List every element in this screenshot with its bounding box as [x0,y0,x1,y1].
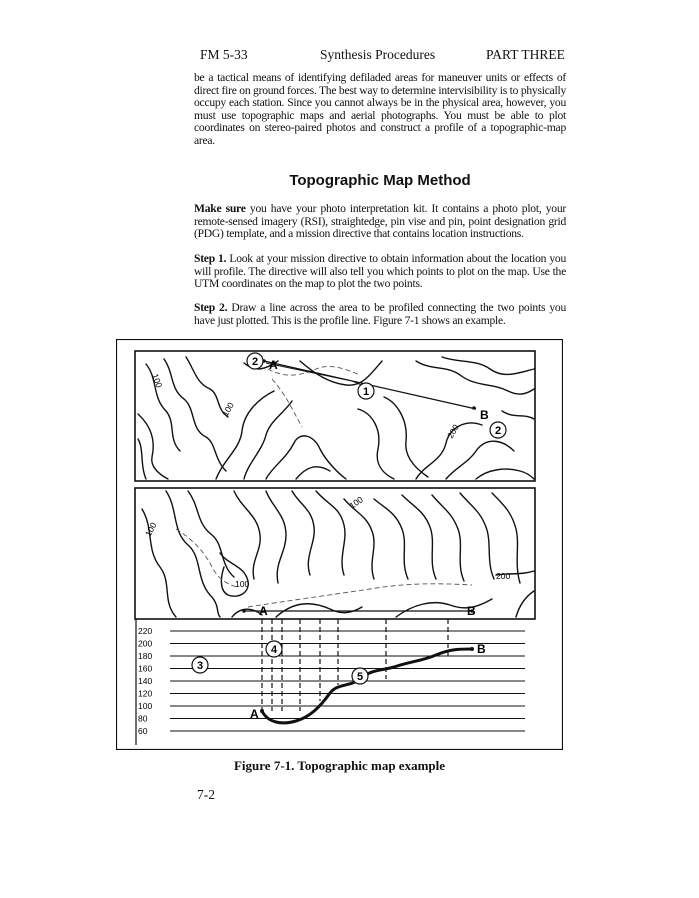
profile-y-tick-label: 200 [138,638,153,649]
bottom-stream-line [176,529,238,587]
bottom-point-a-marker [242,609,246,613]
callout-2b-number: 2 [494,425,502,437]
bottom-contour-line [516,591,534,617]
top-stream-line [272,379,302,427]
top-contour-line [164,359,226,471]
bottom-point-a-label: A [259,604,268,618]
profile-point-b-label: B [477,642,486,656]
step-1-lead: Step 1. [194,252,227,265]
top-contour-line [266,436,346,479]
bottom-contour-label: 100 [142,520,159,538]
top-contour-line [446,441,514,479]
profile-y-tick-label: 160 [138,663,153,674]
top-point-b-marker [472,406,476,410]
profile-point-a-label: A [250,707,259,721]
bottom-stream-line [248,584,472,607]
bottom-contour-line [432,495,464,581]
bottom-contour-line [188,491,234,577]
top-contour-line [244,401,292,479]
top-map-border [135,351,535,481]
make-sure-text: you have your photo interpretation kit. It contains a photo plot, your remote-sensed imagery (RSI), straightedge, pin vise and pin, point designation grid (PDG) template, and a mission directive that contains location instructions. [194,202,566,241]
bottom-contour-line [402,495,436,579]
bottom-contour-line [460,493,494,579]
profile-y-tick-label: 180 [138,651,153,661]
top-profile-line-guide [266,363,366,387]
intro-paragraph: be a tactical means of identifying defiladed areas for maneuver units or effects of direct fire on ground forces. The best way to determine intervisibility is to physically occupy each station. Since you cannot always be in the physical area, however, you must use topographic maps and aerial photographs. You must be able to plot coordinates on stereo-paired photos and construct a profile of a topographic-map area. [194,71,566,147]
step-1-paragraph [194,253,566,291]
top-contour-line [384,397,428,477]
top-contour-map [135,351,535,481]
top-stream-line [268,367,360,376]
profile-y-tick-label: 100 [138,701,153,711]
bottom-contour-label: 100 [235,579,250,589]
bottom-contour-line [276,604,362,617]
bottom-contour-line [492,493,520,583]
top-contour-line [476,469,534,479]
profile-y-tick-label: 60 [138,726,148,736]
step-2-lead: Step 2. [194,301,228,314]
top-contour-line [138,439,146,479]
make-sure-lead: Make sure [194,202,246,215]
header-chapter-title: Synthesis Procedures [320,47,436,62]
bottom-contour-line [316,491,345,575]
callout-2a-number: 2 [251,356,259,368]
top-contour-line [296,467,330,479]
top-contour-line [138,414,168,479]
top-point-b-label: B [480,408,489,422]
bottom-point-b-label: B [467,604,476,618]
top-contour-label: 200 [445,422,461,440]
step-2-text: Draw a line across the area to be profiled connecting the two points you have just plotted. This is the profile line. Figure 7-1 shows an example. [194,301,566,327]
callout-3-number: 3 [196,660,204,672]
header-manual-number: FM 5-33 [200,47,248,62]
step-2-paragraph [194,302,566,327]
section-heading: Topographic Map Method [289,172,471,189]
profile-y-tick-label: 80 [138,713,148,724]
bottom-contour-label: 200 [496,571,511,581]
header-part: PART THREE [486,47,565,62]
bottom-contour-line [232,609,262,617]
top-contour-line [502,411,534,419]
bottom-contour-line [166,491,220,617]
elevation-profile [136,619,525,745]
bottom-contour-line [292,491,314,575]
callout-5-number: 5 [356,671,364,683]
top-contour-line [358,409,394,479]
profile-y-tick-label: 140 [138,676,153,686]
profile-y-tick-label: 120 [138,688,153,699]
page-number: 7-2 [197,787,215,802]
profile-y-tick-label: 220 [138,626,153,636]
bottom-contour-label: 100 [347,494,365,511]
top-point-a-label: A [269,358,278,372]
profile-point-a-marker [260,709,264,713]
figure-caption: Figure 7-1. Topographic map example [233,758,446,773]
top-contour-label: 100 [220,400,236,418]
callout-4-number: 4 [270,644,278,656]
bottom-contour-line [396,599,492,617]
make-sure-paragraph [194,203,566,241]
bottom-contour-line [234,491,260,579]
bottom-contour-line [374,499,408,579]
top-contour-label: 100 [150,372,165,390]
bottom-contour-line [266,491,286,583]
bottom-contour-line [344,499,374,579]
callout-1-number: 1 [362,386,370,398]
figure-7-1 [116,339,563,750]
step-1-text: Look at your mission directive to obtain information about the location you will profile. The directive will also tell you which points to plot on the map. Use the UTM coordinates on the map to plot the two points. [194,252,566,291]
bottom-contour-map [135,488,535,619]
profile-point-b-marker [470,647,474,651]
top-contour-line [186,357,228,417]
profile-curve [262,649,472,723]
top-contour-line [416,361,534,394]
